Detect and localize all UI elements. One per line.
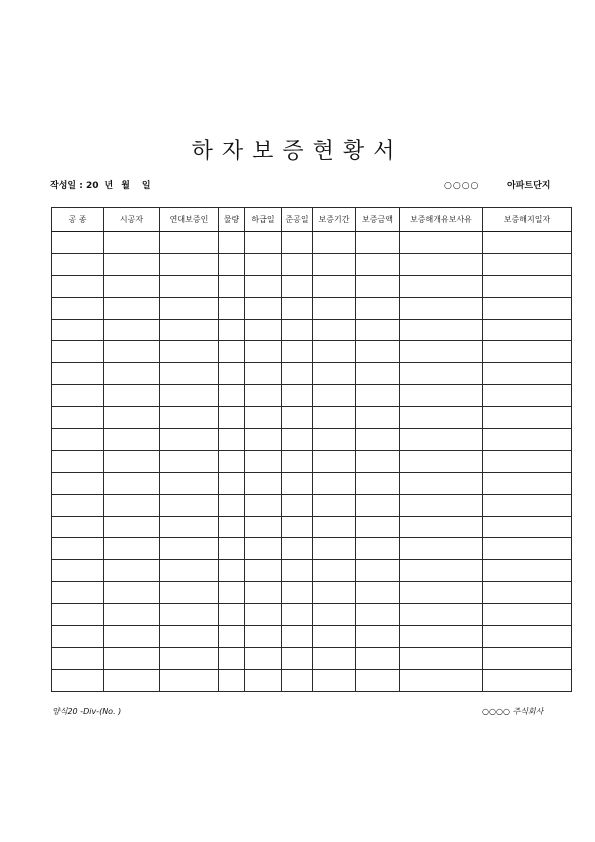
table-cell xyxy=(356,363,400,385)
table-cell xyxy=(219,494,245,516)
table-cell xyxy=(400,604,483,626)
table-cell xyxy=(356,494,400,516)
table-cell xyxy=(219,341,245,363)
table-cell xyxy=(400,275,483,297)
table-cell xyxy=(160,232,219,254)
table-cell xyxy=(104,494,160,516)
table-row xyxy=(52,669,572,691)
table-cell xyxy=(104,560,160,582)
table-cell xyxy=(400,385,483,407)
table-cell xyxy=(160,253,219,275)
table-cell xyxy=(219,275,245,297)
warranty-status-table xyxy=(51,207,572,692)
header-warranty-period: 보증기간 xyxy=(313,208,356,232)
table-cell xyxy=(160,604,219,626)
table-cell xyxy=(219,538,245,560)
table-cell xyxy=(356,582,400,604)
table-cell xyxy=(160,297,219,319)
table-cell xyxy=(52,669,104,691)
table-cell xyxy=(356,538,400,560)
table-cell xyxy=(313,253,356,275)
table-cell xyxy=(104,319,160,341)
header-release-date: 보증해지일자 xyxy=(483,208,572,232)
table-cell xyxy=(483,560,572,582)
table-cell xyxy=(160,560,219,582)
table-cell xyxy=(400,647,483,669)
table-cell xyxy=(245,275,282,297)
table-cell xyxy=(52,407,104,429)
table-cell xyxy=(483,669,572,691)
table-cell xyxy=(356,669,400,691)
table-row xyxy=(52,626,572,648)
creation-date-line xyxy=(50,180,151,192)
table-row xyxy=(52,604,572,626)
table-cell xyxy=(313,669,356,691)
table-cell xyxy=(160,516,219,538)
table-cell xyxy=(282,407,313,429)
table-cell xyxy=(483,429,572,451)
table-cell xyxy=(313,450,356,472)
table-cell xyxy=(483,626,572,648)
table-cell xyxy=(483,253,572,275)
table-row xyxy=(52,429,572,451)
table-cell xyxy=(483,275,572,297)
table-cell xyxy=(160,385,219,407)
day-unit: 일 xyxy=(141,181,151,191)
footer-company-name: ○○○○ 주식회사 xyxy=(482,707,544,716)
table-cell xyxy=(483,363,572,385)
table-row xyxy=(52,472,572,494)
table-cell xyxy=(282,275,313,297)
table-cell xyxy=(160,275,219,297)
table-cell xyxy=(400,232,483,254)
month-unit: 월 xyxy=(121,181,130,191)
table-cell xyxy=(219,319,245,341)
header-warranty-amount: 보증금액 xyxy=(356,208,400,232)
table-cell xyxy=(400,516,483,538)
table-cell xyxy=(282,494,313,516)
table-cell xyxy=(400,626,483,648)
table-cell xyxy=(483,516,572,538)
table-cell xyxy=(400,538,483,560)
apartment-site-label: 아파트단지 xyxy=(507,181,551,191)
table-cell xyxy=(104,626,160,648)
table-cell xyxy=(245,472,282,494)
table-cell xyxy=(245,538,282,560)
table-cell xyxy=(400,429,483,451)
table-row xyxy=(52,319,572,341)
table-cell xyxy=(400,319,483,341)
table-cell xyxy=(245,494,282,516)
table-cell xyxy=(400,472,483,494)
table-cell xyxy=(282,297,313,319)
table-cell xyxy=(52,297,104,319)
table-cell xyxy=(313,582,356,604)
header-quantity: 물량 xyxy=(219,208,245,232)
table-cell xyxy=(313,472,356,494)
table-cell xyxy=(219,626,245,648)
document-title: 하자보증현황서 xyxy=(191,139,404,164)
table-cell xyxy=(356,626,400,648)
table-cell xyxy=(356,232,400,254)
table-cell xyxy=(104,253,160,275)
table-cell xyxy=(313,604,356,626)
table-cell xyxy=(356,604,400,626)
table-row xyxy=(52,297,572,319)
table-cell xyxy=(313,385,356,407)
table-cell xyxy=(282,538,313,560)
table-cell xyxy=(245,626,282,648)
table-cell xyxy=(356,341,400,363)
table-cell xyxy=(160,669,219,691)
table-cell xyxy=(52,275,104,297)
table-cell xyxy=(313,647,356,669)
table-cell xyxy=(483,604,572,626)
header-joint-guarantor: 연대보증인 xyxy=(160,208,219,232)
year-unit: 년 xyxy=(104,181,114,191)
table-cell xyxy=(104,363,160,385)
table-cell xyxy=(160,582,219,604)
table-cell xyxy=(483,582,572,604)
table-cell xyxy=(483,472,572,494)
table-row xyxy=(52,363,572,385)
table-cell xyxy=(219,604,245,626)
table-cell xyxy=(52,582,104,604)
table-cell xyxy=(245,647,282,669)
table-cell xyxy=(483,341,572,363)
table-row xyxy=(52,494,572,516)
table-cell xyxy=(400,560,483,582)
form-number: 양식20 -Div-(No. ) xyxy=(52,707,122,716)
table-cell xyxy=(104,647,160,669)
table-cell xyxy=(104,232,160,254)
table-cell xyxy=(282,472,313,494)
table-row xyxy=(52,385,572,407)
table-cell xyxy=(52,472,104,494)
table-cell xyxy=(104,472,160,494)
table-cell xyxy=(104,582,160,604)
table-row xyxy=(52,516,572,538)
table-cell xyxy=(245,450,282,472)
table-cell xyxy=(400,341,483,363)
table-cell xyxy=(356,429,400,451)
table-cell xyxy=(282,232,313,254)
table-cell xyxy=(483,297,572,319)
table-cell xyxy=(245,363,282,385)
table-cell xyxy=(52,385,104,407)
table-cell xyxy=(245,232,282,254)
company-name-placeholder: ○○○○ xyxy=(444,181,480,191)
table-row xyxy=(52,538,572,560)
table-cell xyxy=(282,429,313,451)
table-cell xyxy=(282,560,313,582)
table-cell xyxy=(52,232,104,254)
table-cell xyxy=(160,450,219,472)
table-cell xyxy=(313,363,356,385)
table-cell xyxy=(313,429,356,451)
header-subcontract-date: 하급일 xyxy=(245,208,282,232)
table-row xyxy=(52,407,572,429)
table-cell xyxy=(245,429,282,451)
table-cell xyxy=(52,538,104,560)
table-cell xyxy=(104,341,160,363)
table-cell xyxy=(160,363,219,385)
table-cell xyxy=(282,582,313,604)
table-cell xyxy=(400,407,483,429)
table-cell xyxy=(245,297,282,319)
table-cell xyxy=(219,582,245,604)
table-cell xyxy=(356,407,400,429)
table-cell xyxy=(356,385,400,407)
table-cell xyxy=(483,407,572,429)
header-work-type: 공 종 xyxy=(52,208,104,232)
table-cell xyxy=(52,604,104,626)
header-contractor: 시공자 xyxy=(104,208,160,232)
header-release-hold-reason: 보증해개유보사유 xyxy=(400,208,483,232)
table-cell xyxy=(52,429,104,451)
table-cell xyxy=(356,472,400,494)
table-cell xyxy=(219,647,245,669)
table-cell xyxy=(400,297,483,319)
table-cell xyxy=(219,297,245,319)
table-cell xyxy=(52,647,104,669)
table-cell xyxy=(104,407,160,429)
table-cell xyxy=(219,385,245,407)
table-cell xyxy=(245,582,282,604)
table-cell xyxy=(356,297,400,319)
table-cell xyxy=(219,407,245,429)
table-cell xyxy=(313,232,356,254)
table-cell xyxy=(219,516,245,538)
table-cell xyxy=(313,297,356,319)
table-cell xyxy=(313,275,356,297)
table-cell xyxy=(52,560,104,582)
table-cell xyxy=(400,582,483,604)
table-cell xyxy=(282,363,313,385)
header-completion-date: 준공일 xyxy=(282,208,313,232)
table-cell xyxy=(400,450,483,472)
table-cell xyxy=(104,429,160,451)
table-cell xyxy=(400,253,483,275)
table-cell xyxy=(245,516,282,538)
table-cell xyxy=(219,232,245,254)
table-cell xyxy=(483,385,572,407)
table-cell xyxy=(104,275,160,297)
table-cell xyxy=(313,494,356,516)
table-cell xyxy=(483,494,572,516)
table-cell xyxy=(313,538,356,560)
table-row xyxy=(52,232,572,254)
table-cell xyxy=(282,626,313,648)
date-label: 작성일 : 20 xyxy=(50,181,99,191)
table-cell xyxy=(483,538,572,560)
table-cell xyxy=(160,341,219,363)
table-cell xyxy=(52,341,104,363)
table-cell xyxy=(219,472,245,494)
table-row xyxy=(52,253,572,275)
table-row xyxy=(52,275,572,297)
table-cell xyxy=(52,450,104,472)
table-cell xyxy=(282,604,313,626)
table-cell xyxy=(282,647,313,669)
table-cell xyxy=(356,319,400,341)
table-cell xyxy=(356,275,400,297)
table-cell xyxy=(52,516,104,538)
table-cell xyxy=(282,385,313,407)
table-cell xyxy=(282,669,313,691)
table-cell xyxy=(219,450,245,472)
table-cell xyxy=(483,647,572,669)
table-cell xyxy=(219,429,245,451)
table-cell xyxy=(52,363,104,385)
table-cell xyxy=(104,297,160,319)
table-cell xyxy=(313,319,356,341)
table-cell xyxy=(104,385,160,407)
table-cell xyxy=(356,253,400,275)
table-cell xyxy=(104,538,160,560)
table-cell xyxy=(245,604,282,626)
table-cell xyxy=(245,319,282,341)
table-cell xyxy=(160,626,219,648)
table-cell xyxy=(160,472,219,494)
table-cell xyxy=(245,669,282,691)
table-cell xyxy=(313,626,356,648)
table-cell xyxy=(282,319,313,341)
table-cell xyxy=(245,407,282,429)
table-cell xyxy=(52,626,104,648)
table-row xyxy=(52,647,572,669)
table-cell xyxy=(104,450,160,472)
table-cell xyxy=(245,341,282,363)
table-cell xyxy=(313,407,356,429)
table-cell xyxy=(160,319,219,341)
table-cell xyxy=(313,516,356,538)
table-cell xyxy=(282,450,313,472)
table-row xyxy=(52,582,572,604)
table-cell xyxy=(160,538,219,560)
table-cell xyxy=(104,669,160,691)
table-row xyxy=(52,560,572,582)
table-cell xyxy=(160,429,219,451)
table-cell xyxy=(400,494,483,516)
table-cell xyxy=(52,253,104,275)
table-cell xyxy=(160,407,219,429)
table-body xyxy=(52,232,572,692)
table-cell xyxy=(356,450,400,472)
table-cell xyxy=(245,253,282,275)
table-cell xyxy=(160,647,219,669)
table-cell xyxy=(483,450,572,472)
table-cell xyxy=(245,560,282,582)
table-header-row xyxy=(52,208,572,232)
table-cell xyxy=(282,516,313,538)
table-cell xyxy=(483,319,572,341)
table-cell xyxy=(400,363,483,385)
table-cell xyxy=(313,560,356,582)
table-cell xyxy=(219,363,245,385)
table-cell xyxy=(52,494,104,516)
table-cell xyxy=(356,516,400,538)
table-cell xyxy=(219,253,245,275)
table-cell xyxy=(52,319,104,341)
table-cell xyxy=(282,341,313,363)
table-cell xyxy=(313,341,356,363)
table-cell xyxy=(282,253,313,275)
table-row xyxy=(52,450,572,472)
table-row xyxy=(52,341,572,363)
table-cell xyxy=(400,669,483,691)
table-cell xyxy=(219,669,245,691)
table-cell xyxy=(219,560,245,582)
table-cell xyxy=(245,385,282,407)
table-cell xyxy=(104,604,160,626)
table-cell xyxy=(160,494,219,516)
table-cell xyxy=(356,647,400,669)
table-cell xyxy=(356,560,400,582)
table-cell xyxy=(483,232,572,254)
table-cell xyxy=(104,516,160,538)
